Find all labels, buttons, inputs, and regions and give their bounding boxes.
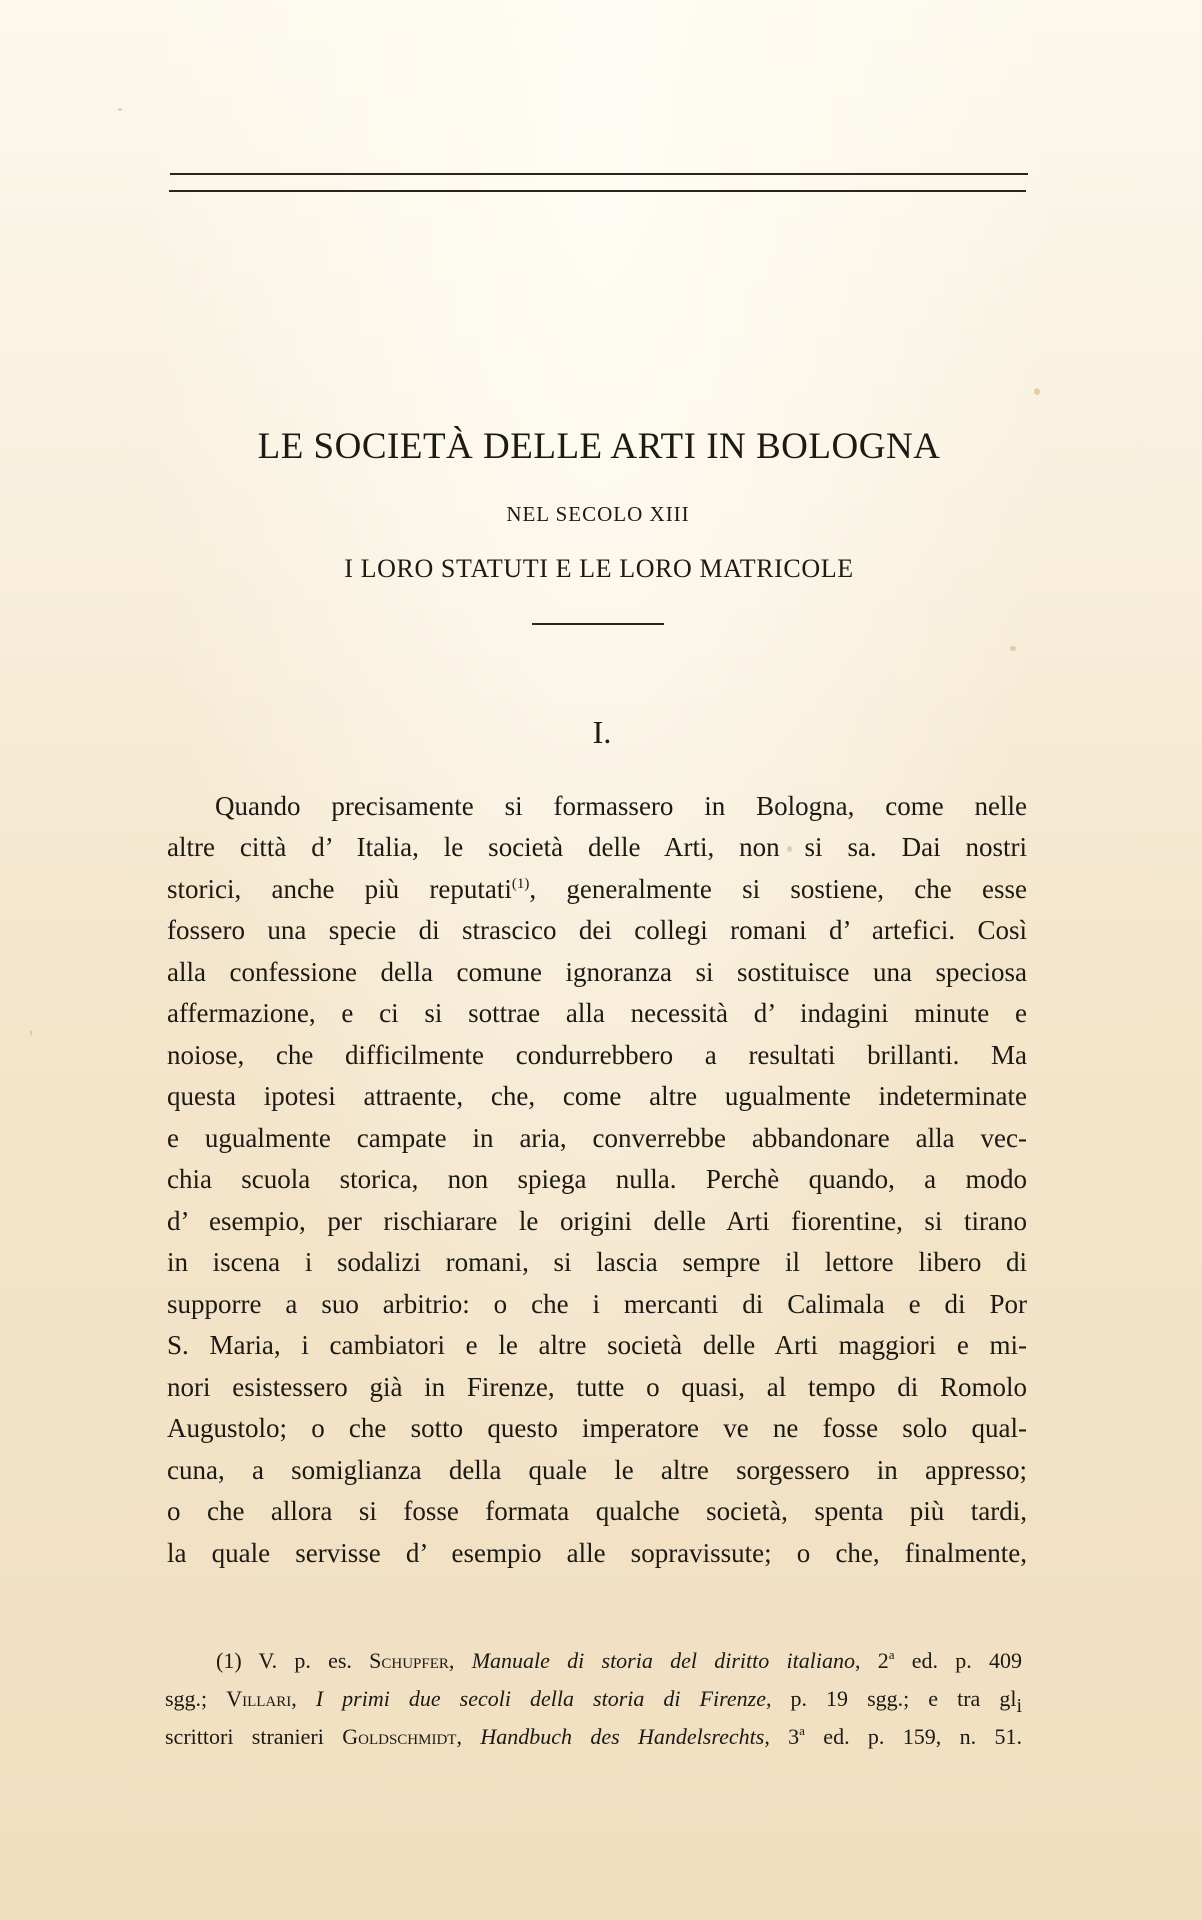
section-number: I. [592,714,612,750]
footnote-text: , p. 19 sgg.; e tra gl [765,1686,1017,1711]
body-line: e ugualmente campate in aria, converrebbe abbandonare alla vec- [167,1123,1027,1153]
paper-speck [30,1030,32,1036]
header-rule-bottom [169,190,1026,192]
body-line-text: storici, anche più reputati [167,874,512,904]
cited-work-title: Manuale di storia del diritto italiano [471,1648,855,1673]
footnote-text: scrittori stranieri [165,1724,343,1749]
body-line: nori esistessero già in Firenze, tutte o quasi, al tempo di Romolo [167,1372,1027,1402]
footnote-reference[interactable]: (1) [511,876,530,892]
body-line: noiose, che difficilmente condurrebbero a resultati brillanti. Ma [167,1040,1027,1070]
footnote-text: , 3 [764,1724,800,1749]
paper-speck [118,108,122,111]
body-line: la quale servisse d’ esempio alle sopravissute; o che, finalmente, [167,1538,1027,1568]
footnote-line [165,1684,1023,1717]
body-line: Augustolo; o che sotto questo imperatore ve ne fosse solo qual- [167,1413,1027,1443]
footnote-text: , [448,1648,472,1673]
body-line: o che allora si fosse formata qualche società, spenta più tardi, [167,1496,1027,1526]
misprinted-letter: i [1016,1695,1023,1717]
page-subtitle-century: NEL SECOLO XIII [506,502,690,526]
footnote-text: ed. p. 409 [894,1648,1023,1673]
paper-speck [1010,646,1016,651]
body-line-with-note-ref [167,872,1027,906]
page-subtitle-statutes: I LORO STATUTI E LE LORO MATRICOLE [344,554,854,583]
body-line: d’ esempio, per rischiarare le origini delle Arti fiorentine, si tirano [167,1206,1027,1236]
body-line: chia scuola storica, non spiega nulla. Perchè quando, a modo [167,1164,1027,1194]
footnote-text: ed. p. 159, n. 51. [804,1724,1023,1749]
page-title: LE SOCIETÀ DELLE ARTI IN BOLOGNA [257,426,941,467]
body-line: cuna, a somiglianza della quale le altre sorgessero in appresso; [167,1455,1027,1485]
section-divider-rule [532,623,664,625]
edition-superscript: a [799,1723,805,1738]
footnote-text: V. p. es. [241,1648,370,1673]
footnote-text: , 2 [854,1648,889,1673]
footnote-text: sgg.; [165,1686,227,1711]
header-rule-top [170,173,1028,175]
footnote-line [165,1722,1022,1752]
footnote-text: , [456,1724,481,1749]
paper-speck [787,846,792,852]
body-line: S. Maria, i cambiatori e le altre società delle Arti maggiori e mi- [167,1330,1027,1360]
body-line: Quando precisamente si formassero in Bologna, come nelle [215,791,1027,821]
body-line: fossero una specie di strascico dei collegi romani d’ artefici. Così [167,915,1027,945]
body-line: altre città d’ Italia, le società delle Arti, non si sa. Dai nostri [167,832,1027,862]
cited-work-title: I primi due secoli della storia di Firenze [315,1686,766,1711]
body-line: affermazione, e ci si sottrae alla necessità d’ indagini minute e [167,998,1027,1028]
cited-author: Schupfer [369,1648,449,1673]
cited-work-title: Handbuch des Handelsrechts [480,1724,765,1749]
footnote-line [216,1646,1022,1676]
footnote-text: , [291,1686,316,1711]
body-line: in iscena i sodalizi romani, si lascia sempre il lettore libero di [167,1247,1027,1277]
body-line: alla confessione della comune ignoranza si sostituisce una speciosa [167,957,1027,987]
cited-author: Goldschmidt [342,1724,457,1749]
body-line-text: , generalmente si sostiene, che esse [529,874,1028,904]
cited-author: Villari [226,1686,292,1711]
body-line: questa ipotesi attraente, che, come altre ugualmente indeterminate [167,1081,1027,1111]
paper-speck [1034,388,1040,395]
footnote-marker: (1) [216,1648,242,1673]
edition-superscript: a [888,1647,895,1662]
body-line: supporre a suo arbitrio: o che i mercanti di Calimala e di Por [167,1289,1027,1319]
